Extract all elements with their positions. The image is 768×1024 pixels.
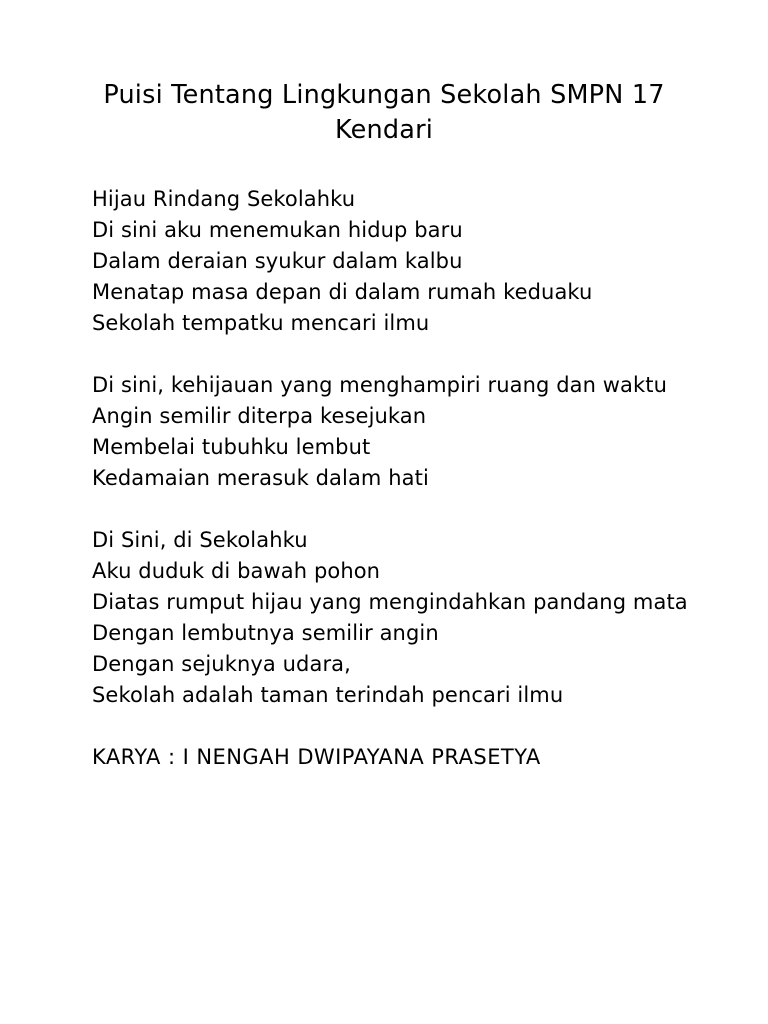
poem-line: Aku duduk di bawah pohon (92, 559, 381, 583)
poem-line: Di sini, kehijauan yang menghampiri ruang dan waktu (92, 373, 668, 397)
poem-line: Sekolah tempatku mencari ilmu (92, 311, 430, 335)
page-title: Puisi Tentang Lingkungan Sekolah SMPN 17 Kendari (103, 80, 665, 145)
poem-stanza-2 (92, 370, 676, 494)
poem-line: Kedamaian merasuk dalam hati (92, 466, 429, 490)
poem-stanza-3 (92, 525, 688, 711)
poem-stanza-1 (92, 184, 676, 339)
title-body-spacer (92, 148, 676, 184)
poem-line: Dalam deraian syukur dalam kalbu (92, 249, 463, 273)
poem-line: Sekolah adalah taman terindah pencari ilmu (92, 683, 564, 707)
poem-line: Dengan sejuknya udara, (92, 652, 351, 676)
poem-line: Membelai tubuhku lembut (92, 435, 371, 459)
poem-line: Di Sini, di Sekolahku (92, 528, 308, 552)
author-credit-block (92, 742, 676, 773)
poem-line: Diatas rumput hijau yang mengindahkan pandang mata (92, 590, 688, 614)
poem-line: Dengan lembutnya semilir angin (92, 621, 439, 645)
poem-line: Hijau Rindang Sekolahku (92, 187, 356, 211)
poem-line: Angin semilir diterpa kesejukan (92, 404, 427, 428)
author-credit: KARYA : I NENGAH DWIPAYANA PRASETYA (92, 745, 541, 769)
poem-line: Di sini aku menemukan hidup baru (92, 218, 463, 242)
document-body (92, 78, 688, 773)
poem-line: Menatap masa depan di dalam rumah keduaku (92, 280, 593, 304)
